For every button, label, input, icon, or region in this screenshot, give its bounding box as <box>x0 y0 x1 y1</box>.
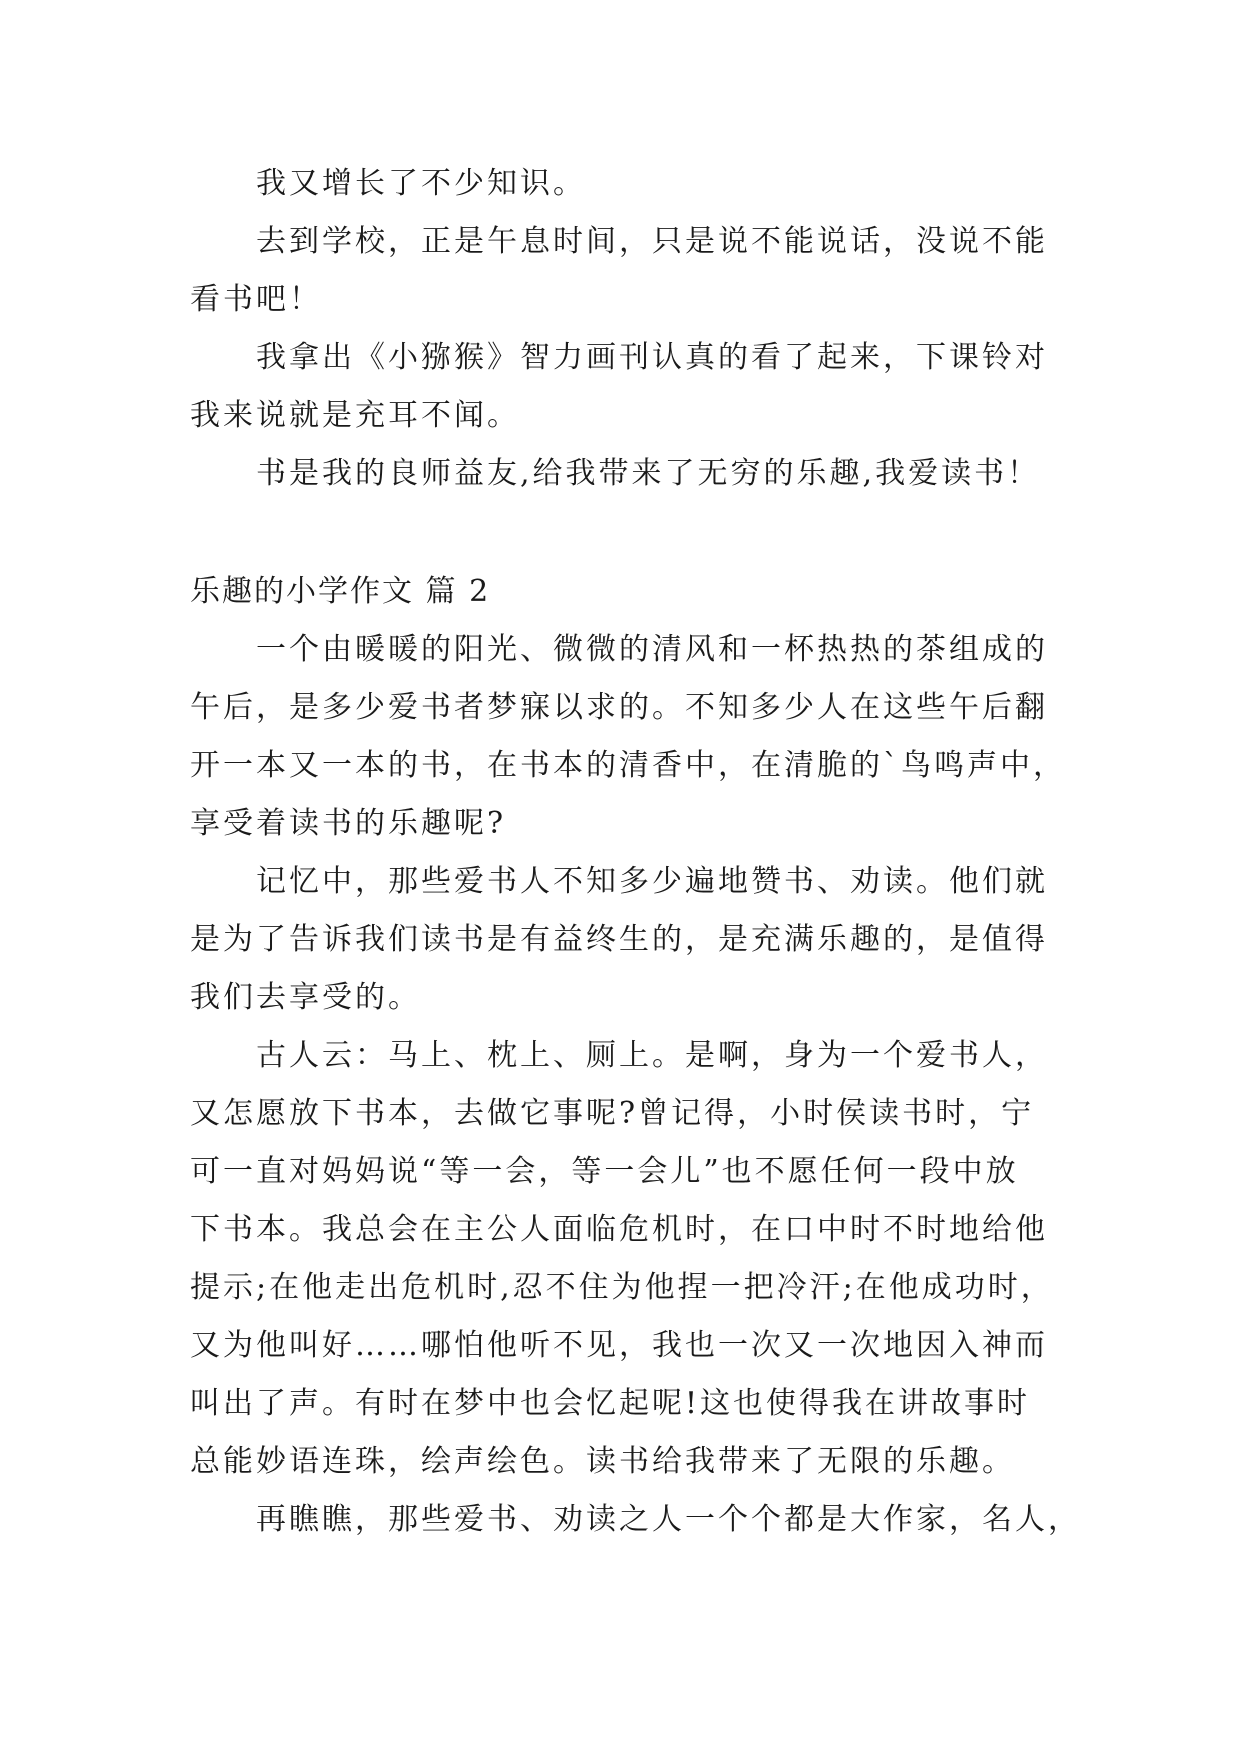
text-line: 提示;在他走出危机时,忍不住为他捏一把冷汗;在他成功时， <box>190 1270 1054 1305</box>
text-line: 古人云：马上、枕上、厕上。是啊，身为一个爱书人， <box>256 1038 1048 1073</box>
section-heading: 乐趣的小学作文 篇 2 <box>190 574 491 609</box>
text-line: 记忆中，那些爱书人不知多少遍地赞书、劝读。他们就 <box>256 864 1048 899</box>
text-line: 叫出了声。有时在梦中也会忆起呢!这也使得我在讲故事时 <box>190 1386 1031 1421</box>
text-line: 又怎愿放下书本，去做它事呢?曾记得，小时侯读书时，宁 <box>190 1096 1035 1131</box>
text-line: 去到学校，正是午息时间，只是说不能说话，没说不能 <box>256 224 1048 259</box>
text-line: 书是我的良师益友,给我带来了无穷的乐趣,我爱读书！ <box>256 456 1041 491</box>
text-line: 是为了告诉我们读书是有益终生的，是充满乐趣的，是值得 <box>190 922 1048 957</box>
text-line: 我来说就是充耳不闻。 <box>190 398 520 433</box>
text-line: 一个由暖暖的阳光、微微的清风和一杯热热的茶组成的 <box>256 632 1048 667</box>
text-line: 开一本又一本的书，在书本的清香中，在清脆的`鸟鸣声中， <box>190 748 1066 783</box>
text-line: 午后，是多少爱书者梦寐以求的。不知多少人在这些午后翻 <box>190 690 1048 725</box>
text-line: 我又增长了不少知识。 <box>256 166 586 201</box>
text-line: 可一直对妈妈说“等一会，等一会儿”也不愿任何一段中放 <box>190 1154 1019 1189</box>
text-line: 总能妙语连珠，绘声绘色。读书给我带来了无限的乐趣。 <box>190 1444 1015 1479</box>
text-line: 看书吧！ <box>190 282 322 317</box>
text-line: 下书本。我总会在主公人面临危机时，在口中时不时地给他 <box>190 1212 1048 1247</box>
text-line: 又为他叫好……哪怕他听不见，我也一次又一次地因入神而 <box>190 1328 1048 1363</box>
text-line: 我拿出《小猕猴》智力画刊认真的看了起来，下课铃对 <box>256 340 1048 375</box>
text-line: 我们去享受的。 <box>190 980 421 1015</box>
text-line: 享受着读书的乐趣呢? <box>190 806 507 841</box>
text-line: 再瞧瞧，那些爱书、劝读之人一个个都是大作家，名人， <box>256 1502 1081 1537</box>
